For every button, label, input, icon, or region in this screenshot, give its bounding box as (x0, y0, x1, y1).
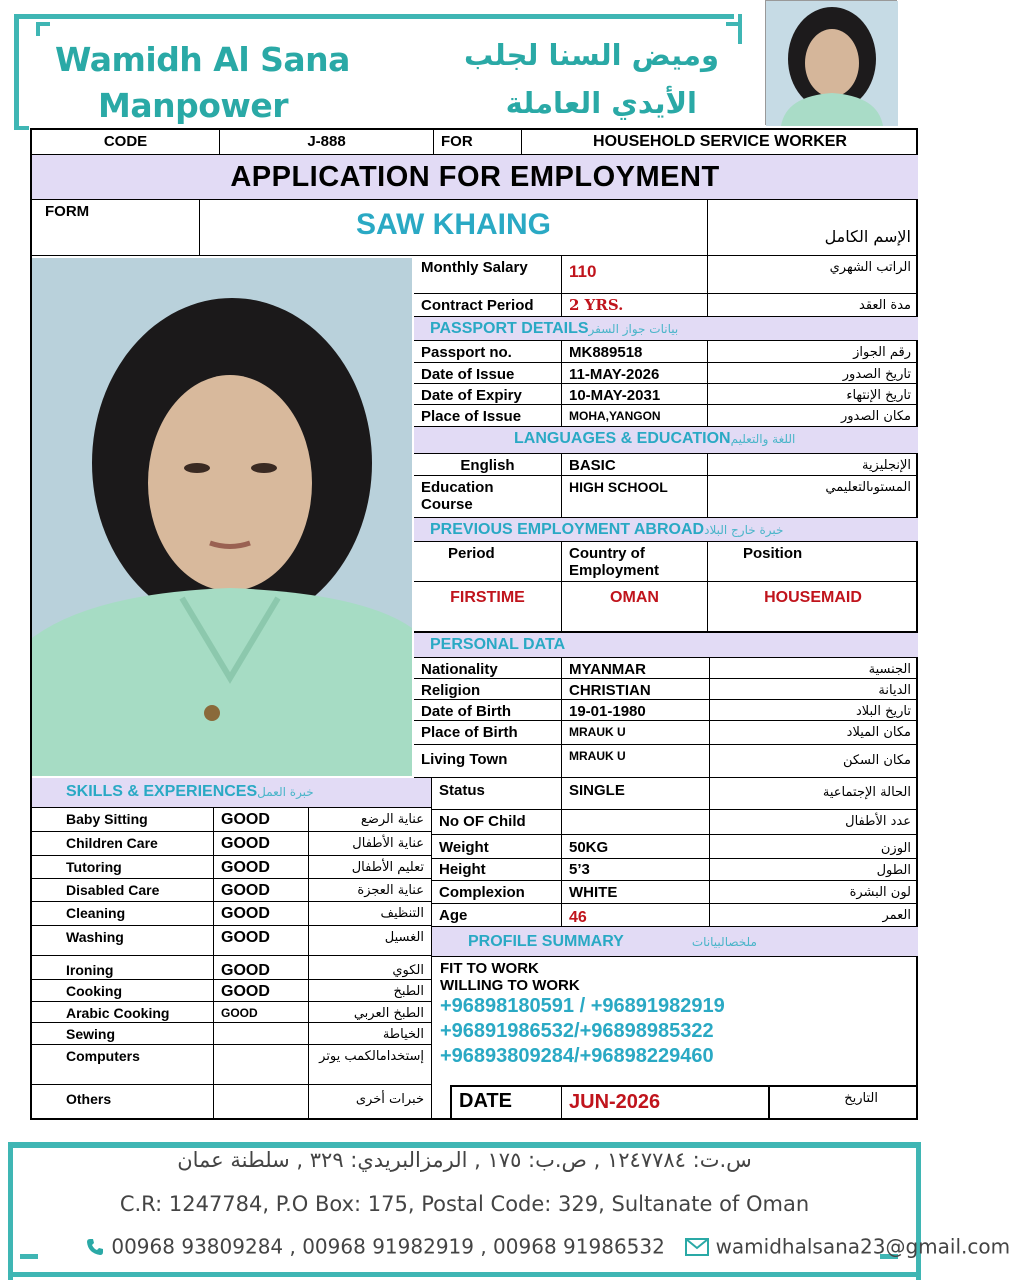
status-value: SINGLE (562, 778, 710, 810)
footer-address-ar: س.ت: ١٢٤٧٧٨٤ , ص.ب: ١٧٥ , الرمزالبريدي: ٣٢٩ , سلطنة عمان (177, 1148, 752, 1172)
for-label: FOR (434, 130, 522, 155)
previous-employment-section-title: PREVIOUS EMPLOYMENT ABROAD (430, 521, 705, 538)
personal-data-section-header (414, 632, 918, 658)
contract-period-label: Contract Period (414, 294, 562, 317)
header-border-right (738, 14, 742, 44)
phone-icon (85, 1237, 105, 1257)
education-value: HIGH SCHOOL (562, 476, 708, 518)
personal-data-section-title: PERSONAL DATA (430, 636, 566, 653)
passport-no-ar-label: رقم الجواز (708, 341, 918, 363)
header-corner-right (726, 22, 738, 26)
applicant-photo-small (765, 0, 897, 125)
skill-level-disabled-care: GOOD (214, 879, 309, 902)
footer-corner-left (20, 1254, 38, 1259)
profile-phone-line2[interactable]: +96891986532/+96898985322 (440, 1020, 714, 1042)
skill-ar-cleaning: التنظيف (309, 902, 432, 926)
skill-ar-cooking: الطبخ (309, 980, 432, 1002)
applicant-name: SAW KHAING (200, 200, 708, 256)
date-of-expiry-label: Date of Expiry (414, 384, 562, 405)
profile-fit-to-work: FIT TO WORK (440, 960, 539, 977)
english-label: English (414, 454, 562, 476)
english-value: BASIC (562, 454, 708, 476)
skill-label-cooking: Cooking (32, 980, 214, 1002)
footer-contact (85, 1233, 1010, 1259)
skills-section-title-ar: خبرة العمل (257, 785, 314, 799)
code-value: J-888 (220, 130, 434, 155)
skill-ar-disabled-care: عناية العجزة (309, 879, 432, 902)
skill-ar-tutoring: تعليم الأطفال (309, 856, 432, 879)
education-label: Education Course (414, 476, 562, 518)
passport-no-label: Passport no. (414, 341, 562, 363)
skill-label-tutoring: Tutoring (32, 856, 214, 879)
age-ar-label: العمر (710, 904, 918, 927)
living-town-value: MRAUK U (562, 745, 710, 778)
skill-label-computers: Computers (32, 1045, 214, 1085)
footer-border-bottom (8, 1272, 921, 1277)
date-of-expiry-value: 10-MAY-2031 (562, 384, 708, 405)
skill-label-cleaning: Cleaning (32, 902, 214, 926)
date-of-issue-value: 11-MAY-2026 (562, 363, 708, 384)
profile-phone-line3[interactable]: +96893809284/+96898229460 (440, 1045, 714, 1067)
english-ar-label: الإنجليزية (708, 454, 918, 476)
skill-ar-sewing: الخياطة (309, 1023, 432, 1045)
skill-level-cooking: GOOD (214, 980, 309, 1002)
salary-ar-label: الراتب الشهري (708, 256, 918, 294)
brand-name-en-line1: Wamidh Al Sana (55, 40, 350, 79)
form-label: FORM (32, 200, 200, 256)
date-value: JUN-2026 (562, 1085, 770, 1120)
date-of-birth-ar-label: تاريخ البلاد (710, 700, 918, 721)
place-of-birth-label: Place of Birth (414, 721, 562, 745)
profile-summary-title: PROFILE SUMMARY (468, 933, 624, 950)
weight-value: 50KG (562, 835, 710, 859)
skill-level-baby-sitting: GOOD (214, 808, 309, 832)
portrait-illustration-small (766, 1, 898, 126)
date-of-issue-label: Date of Issue (414, 363, 562, 384)
date-of-expiry-ar-label: تاريخ الإنتهاء (708, 384, 918, 405)
header-corner-left-v (36, 22, 40, 36)
page-title: APPLICATION FOR EMPLOYMENT (32, 155, 918, 200)
languages-section-title-ar: اللغة والتعليم (730, 432, 796, 446)
previous-country-value: OMAN (562, 582, 708, 632)
header-border-bottom (14, 126, 29, 130)
for-value: HOUSEHOLD SERVICE WORKER (522, 130, 918, 155)
profile-summary-title-ar: ملخصالبيانات (691, 935, 757, 949)
footer-email[interactable]: wamidhalsana23@gmail.com (715, 1234, 1010, 1259)
place-of-issue-value: MOHA,YANGON (562, 405, 708, 427)
date-of-birth-label: Date of Birth (414, 700, 562, 721)
country-column-header: Country of Employment (562, 542, 708, 582)
status-ar-label: الحالة الإجتماعية (710, 778, 918, 810)
skill-level-arabic-cooking: GOOD (214, 1002, 309, 1023)
brand-name-en-line2: Manpower (98, 86, 289, 125)
skill-level-others (214, 1085, 309, 1120)
skills-section-header (32, 778, 432, 808)
skill-level-sewing (214, 1023, 309, 1045)
religion-label: Religion (414, 679, 562, 700)
religion-value: CHRISTIAN (562, 679, 710, 700)
age-value: 46 (562, 904, 710, 927)
height-value: 5’3 (562, 859, 710, 881)
salary-label: Monthly Salary (414, 256, 562, 294)
weight-ar-label: الوزن (710, 835, 918, 859)
languages-section-header (414, 427, 918, 454)
code-label: CODE (32, 130, 220, 155)
height-ar-label: الطول (710, 859, 918, 881)
skill-label-others: Others (32, 1085, 214, 1120)
skill-label-arabic-cooking: Arabic Cooking (32, 1002, 214, 1023)
place-of-birth-value: MRAUK U (562, 721, 710, 745)
skill-ar-children-care: عناية الأطفال (309, 832, 432, 856)
previous-position-value: HOUSEMAID (708, 582, 918, 632)
weight-label: Weight (432, 835, 562, 859)
passport-section-title: PASSPORT DETAILS (430, 320, 589, 337)
skill-level-ironing: GOOD (214, 956, 309, 980)
religion-ar-label: الديانة (710, 679, 918, 700)
complexion-label: Complexion (432, 881, 562, 904)
previous-employment-section-title-ar: خبرة خارج البلاد (704, 523, 784, 537)
passport-no-value: MK889518 (562, 341, 708, 363)
education-ar-label: المستوىالتعليمي (708, 476, 918, 518)
status-label: Status (432, 778, 562, 810)
complexion-ar-label: لون البشرة (710, 881, 918, 904)
no-of-child-value (562, 810, 710, 835)
skill-ar-washing: الغسيل (309, 926, 432, 956)
skill-ar-ironing: الكوي (309, 956, 432, 980)
date-label: DATE (450, 1085, 562, 1120)
profile-phone-line1[interactable]: +96898180591 / +96891982919 (440, 995, 725, 1017)
nationality-ar-label: الجنسية (710, 658, 918, 679)
brand-name-ar-line1: وميض السنا لجلب (464, 38, 719, 72)
date-ar-label: التاريخ (770, 1085, 918, 1120)
skills-section-title: SKILLS & EXPERIENCES (66, 783, 258, 800)
date-of-birth-value: 19-01-1980 (562, 700, 710, 721)
no-of-child-label: No OF Child (432, 810, 562, 835)
no-of-child-ar-label: عدد الأطفال (710, 810, 918, 835)
skill-label-washing: Washing (32, 926, 214, 956)
place-of-birth-ar-label: مكان الميلاد (710, 721, 918, 745)
passport-section-title-ar: بيانات جواز السفر (588, 322, 679, 336)
place-of-issue-label: Place of Issue (414, 405, 562, 427)
period-column-header: Period (414, 542, 562, 582)
skill-level-washing: GOOD (214, 926, 309, 956)
footer-phones[interactable]: 00968 93809284 , 00968 91982919 , 00968 91986532 (111, 1234, 665, 1259)
skill-label-sewing: Sewing (32, 1023, 214, 1045)
complexion-value: WHITE (562, 881, 710, 904)
position-column-header: Position (708, 542, 918, 582)
contract-period-value: 2 YRS. (562, 294, 708, 317)
previous-period-value: FIRSTIME (414, 582, 562, 632)
nationality-label: Nationality (414, 658, 562, 679)
skill-label-children-care: Children Care (32, 832, 214, 856)
skill-label-ironing: Ironing (32, 956, 214, 980)
place-of-issue-ar-label: مكان الصدور (708, 405, 918, 427)
application-form (30, 128, 918, 1120)
age-label: Age (432, 904, 562, 927)
portrait-illustration (32, 258, 412, 776)
skill-level-computers (214, 1045, 309, 1085)
languages-section-title: LANGUAGES & EDUCATION (514, 430, 731, 447)
height-label: Height (432, 859, 562, 881)
footer-address-en: C.R: 1247784, P.O Box: 175, Postal Code: 329, Sultanate of Oman (119, 1192, 810, 1216)
header-border-top (14, 14, 734, 19)
skill-ar-baby-sitting: عناية الرضع (309, 808, 432, 832)
nationality-value: MYANMAR (562, 658, 710, 679)
living-town-ar-label: مكان السكن (710, 745, 918, 778)
email-icon (685, 1238, 709, 1256)
profile-summary-section-header (432, 927, 918, 957)
living-town-label: Living Town (414, 745, 562, 778)
skill-label-baby-sitting: Baby Sitting (32, 808, 214, 832)
date-of-issue-ar-label: تاريخ الصدور (708, 363, 918, 384)
skill-label-disabled-care: Disabled Care (32, 879, 214, 902)
passport-section-header (414, 317, 918, 341)
skill-level-children-care: GOOD (214, 832, 309, 856)
profile-summary-body (432, 957, 918, 1085)
contract-period-ar-label: مدة العقد (708, 294, 918, 317)
previous-employment-section-header (414, 518, 918, 542)
skill-ar-arabic-cooking: الطبخ العربي (309, 1002, 432, 1023)
brand-name-ar-line2: الأيدي العاملة (505, 86, 697, 120)
skill-level-tutoring: GOOD (214, 856, 309, 879)
profile-willing-to-work: WILLING TO WORK (440, 977, 580, 994)
skill-level-cleaning: GOOD (214, 902, 309, 926)
applicant-photo (32, 258, 412, 776)
full-name-ar-label: الإسم الكامل (708, 200, 918, 256)
header-border-left (14, 14, 19, 130)
skill-ar-computers: إستخدامالكمب يوتر (309, 1045, 432, 1085)
salary-value: 110 (562, 256, 708, 294)
skill-ar-others: خبرات أخرى (309, 1085, 432, 1120)
